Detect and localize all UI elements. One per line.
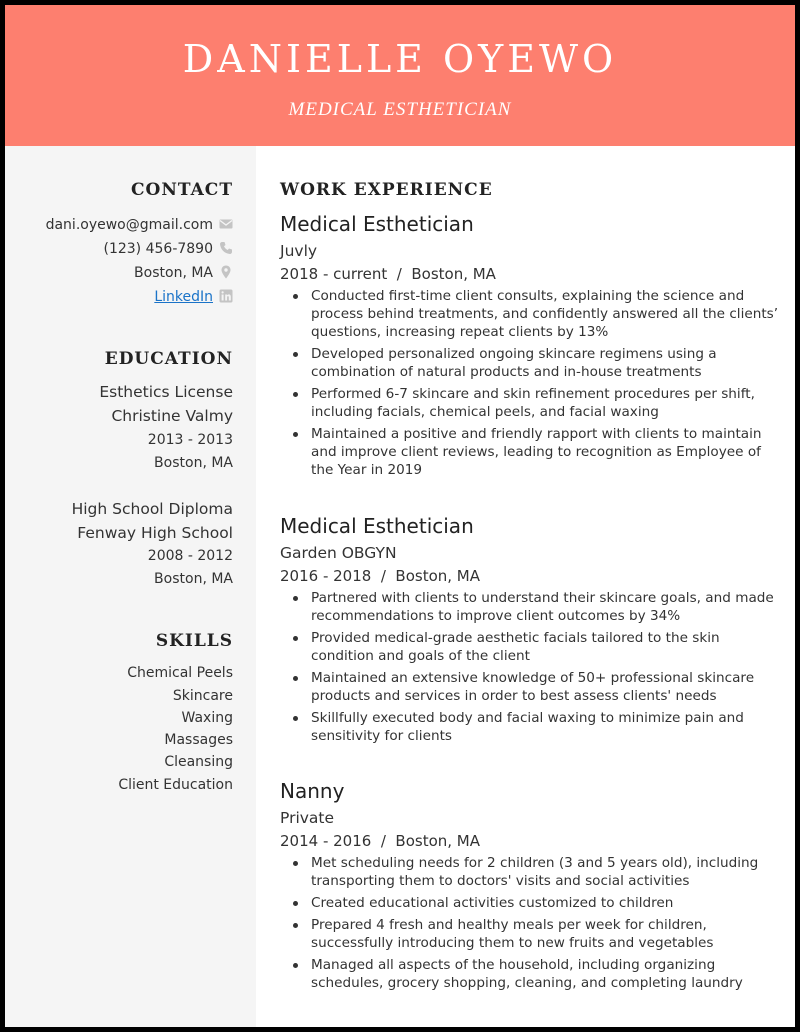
education-school: Fenway High School <box>77 524 233 542</box>
envelope-icon <box>219 217 233 231</box>
education-degree: High School Diploma <box>71 500 233 518</box>
job-dates-location: 2014 - 2016 / Boston, MA <box>280 832 481 850</box>
job-bullets <box>280 589 780 745</box>
linkedin-link[interactable]: LinkedIn <box>154 289 213 305</box>
linkedin-icon <box>219 289 233 303</box>
education-heading: EDUCATION <box>104 349 233 369</box>
sidebar <box>5 146 256 1027</box>
skill-item: Cleansing <box>164 754 233 770</box>
job-bullet: Met scheduling needs for 2 children (3 and 5 years old), including transporting them to doctors' visits and social activities <box>280 854 780 890</box>
education-location: Boston, MA <box>154 571 233 587</box>
candidate-title: MEDICAL ESTHETICIAN <box>288 99 512 120</box>
job-company: Garden OBGYN <box>280 544 397 562</box>
job-bullet: Skillfully executed body and facial waxing to minimize pain and sensitivity for clients <box>280 709 780 745</box>
education-dates: 2013 - 2013 <box>147 432 233 448</box>
skill-item: Massages <box>164 732 233 748</box>
job-role: Medical Esthetician <box>280 212 474 236</box>
job-company: Juvly <box>280 242 318 260</box>
job-bullet: Developed personalized ongoing skincare regimens using a combination of natural products and in-house treatments <box>280 345 780 381</box>
skill-item: Skincare <box>172 688 233 704</box>
education-degree: Esthetics License <box>99 383 233 401</box>
skills-heading: SKILLS <box>155 631 233 651</box>
contact-location <box>134 263 233 283</box>
job-dates-location: 2018 - current / Boston, MA <box>280 265 496 283</box>
job-bullets <box>280 287 780 479</box>
main-content <box>256 146 795 1027</box>
job-bullet: Managed all aspects of the household, including organizing schedules, grocery shopping, cleaning, and completing laundry <box>280 956 780 992</box>
education-location: Boston, MA <box>154 455 233 471</box>
location-text: Boston, MA <box>134 265 213 281</box>
skill-item: Waxing <box>181 710 233 726</box>
contact-email <box>46 215 233 235</box>
job-bullet: Conducted first-time client consults, explaining the science and process behind treatments, and confidently answered all the clients’ questions, increasing repeat clients by 13% <box>280 287 780 341</box>
job-dates-location: 2016 - 2018 / Boston, MA <box>280 567 481 585</box>
resume-page <box>5 5 795 1027</box>
job-role: Medical Esthetician <box>280 514 474 538</box>
job-bullets <box>280 854 780 992</box>
skill-item: Client Education <box>118 777 233 793</box>
work-experience-heading: WORK EXPERIENCE <box>280 180 493 200</box>
phone-text: (123) 456-7890 <box>103 241 213 257</box>
job-entry <box>280 211 780 483</box>
contact-phone <box>104 239 234 259</box>
job-bullet: Partnered with clients to understand their skincare goals, and made recommendations to improve client outcomes by 34% <box>280 589 780 625</box>
job-role: Nanny <box>280 779 345 803</box>
job-bullet: Performed 6-7 skincare and skin refinement procedures per shift, including facials, chemical peels, and facial waxing <box>280 385 780 421</box>
job-entry <box>280 513 780 749</box>
job-bullet: Maintained a positive and friendly rapport with clients to maintain and improve client reviews, leading to recognition as Employee of the Year in 2019 <box>280 425 780 479</box>
education-school: Christine Valmy <box>111 407 233 425</box>
education-dates: 2008 - 2012 <box>147 548 233 564</box>
email-text: dani.oyewo@gmail.com <box>45 217 213 233</box>
job-company: Private <box>280 809 335 827</box>
job-bullet: Provided medical-grade aesthetic facials tailored to the skin condition and goals of the client <box>280 629 780 665</box>
phone-icon <box>219 241 233 255</box>
job-bullet: Prepared 4 fresh and healthy meals per week for children, successfully introducing them to new fruits and vegetables <box>280 916 780 952</box>
job-bullet: Maintained an extensive knowledge of 50+ professional skincare products and services in order to best assess clients' needs <box>280 669 780 705</box>
job-entry <box>280 778 780 996</box>
resume-header <box>5 5 795 146</box>
contact-linkedin <box>154 287 233 307</box>
job-bullet: Created educational activities customized to children <box>280 894 780 912</box>
map-pin-icon <box>219 265 233 279</box>
candidate-name: DANIELLE OYEWO <box>182 37 618 81</box>
contact-heading: CONTACT <box>131 180 233 200</box>
skill-item: Chemical Peels <box>127 665 233 681</box>
